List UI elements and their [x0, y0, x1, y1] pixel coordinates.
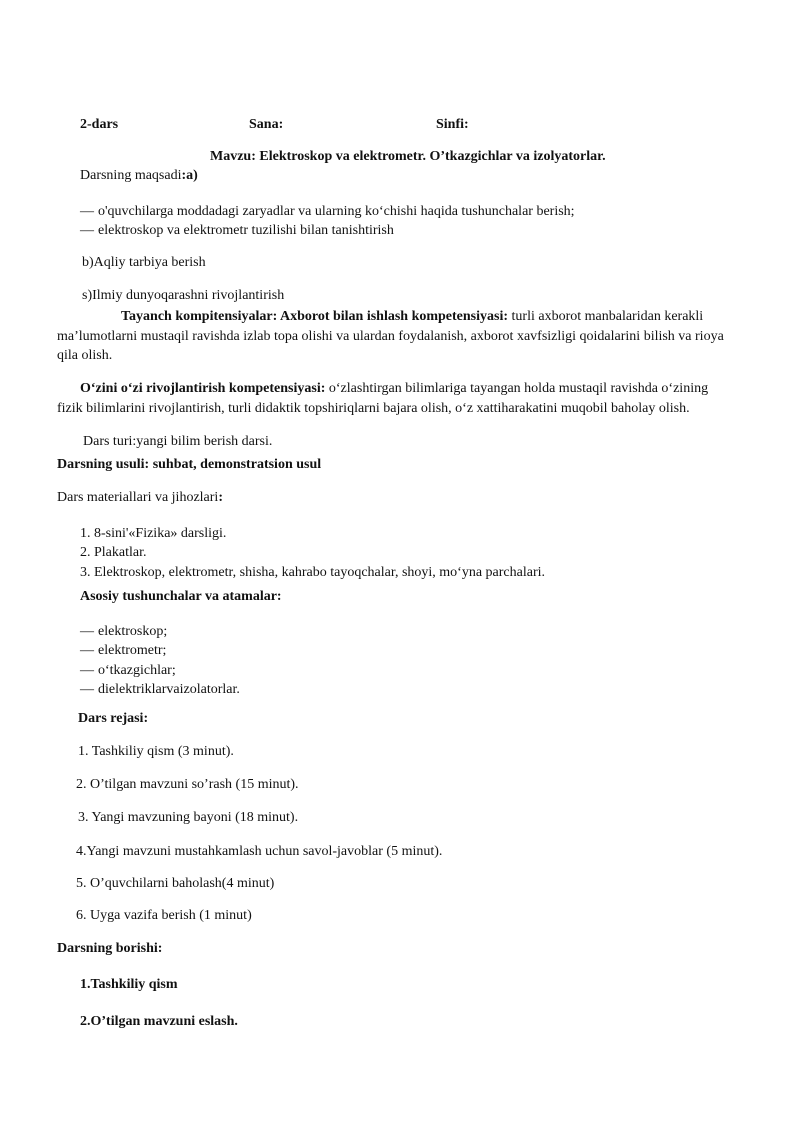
materials-item: 3. Elektroskop, elektrometr, shisha, kahrabo tayoqchalar, shoyi, mo‘yna parchalari.	[80, 565, 546, 580]
concept-item: — elektrometr;	[80, 641, 166, 661]
competence-1-line-1: Tayanch kompitensiyalar: Axborot bilan ishlash kompetensiyasi: turli axborot manbalaridan kerakli	[121, 309, 704, 324]
plan-item: 2. O’tilgan mavzuni so’rash (15 minut).	[76, 777, 299, 792]
lesson-number: 2-dars	[80, 117, 119, 132]
plan-item: 4.Yangi mavzuni mustahkamlash uchun savol-javoblar (5 minut).	[76, 844, 443, 859]
competence-1-line-3: qila olish.	[57, 348, 113, 363]
class-label: Sinfi:	[436, 117, 469, 132]
competence-1-line-2: ma’lumotlarni mustaqil ravishda izlab topa olishi va ulardan foydalanish, axborot xavfsizligi qoidalarini bilish va rioya	[57, 329, 724, 344]
progress-step-2: 2.O’tilgan mavzuni eslash.	[80, 1014, 238, 1029]
materials-heading: Dars materiallari va jihozlari:	[57, 490, 223, 505]
plan-item: 5. O’quvchilarni baholash(4 minut)	[76, 876, 275, 891]
plan-item: 3. Yangi mavzuning bayoni (18 minut).	[78, 810, 299, 825]
materials-item: 2. Plakatlar.	[80, 545, 147, 560]
concepts-title: Asosiy tushunchalar va atamalar:	[80, 589, 282, 604]
progress-title: Darsning borishi:	[57, 941, 163, 956]
lesson-topic: Mavzu: Elektroskop va elektrometr. O’tkazgichlar va izolyatorlar.	[210, 149, 606, 164]
goal-s: s)Ilmiy dunyoqarashni rivojlantirish	[82, 288, 285, 303]
competence-2-line-1: O‘zini o‘zi rivojlantirish kompetensiyasi: o‘zlashtirgan bilimlariga tayangan holda mustaqil ravishda o‘zining	[80, 381, 709, 396]
competence-2-title: O‘zini o‘zi rivojlantirish kompetensiyasi:	[80, 381, 326, 396]
materials-item: 1. 8-sini'«Fizika» darsligi.	[80, 526, 227, 541]
concept-item: — dielektriklarvaizolatorlar.	[80, 680, 240, 700]
competence-1-title: Tayanch kompitensiyalar: Axborot bilan ishlash kompetensiyasi:	[121, 309, 509, 324]
goal-item: — elektroskop va elektrometr tuzilishi bilan tanishtirish	[80, 221, 394, 241]
concept-item: — o‘tkazgichlar;	[80, 661, 176, 681]
goal-heading	[80, 166, 198, 186]
progress-step-1: 1.Tashkiliy qism	[80, 977, 178, 992]
plan-item: 1. Tashkiliy qism (3 minut).	[78, 744, 234, 759]
plan-title: Dars rejasi:	[78, 711, 149, 726]
lesson-type: Dars turi:yangi bilim berish darsi.	[83, 434, 273, 449]
plan-item: 6. Uyga vazifa berish (1 minut)	[76, 908, 252, 923]
lesson-method: Darsning usuli: suhbat, demonstratsion usul	[57, 457, 322, 472]
date-label: Sana:	[249, 117, 284, 132]
concept-item: — elektroskop;	[80, 622, 167, 642]
goal-b: b)Aqliy tarbiya berish	[82, 255, 206, 270]
goal-marker: :a)	[181, 168, 198, 183]
goal-item: — o'quvchilarga moddadagi zaryadlar va ularning ko‘chishi haqida tushunchalar berish;	[80, 202, 575, 222]
competence-2-line-2: fizik bilimlarini rivojlantirish, turli didaktik topshiriqlarni bajara olish, o‘z xattiharakatini muqobil baholay olish.	[57, 401, 690, 416]
goal-label: Darsning maqsadi	[80, 168, 182, 183]
